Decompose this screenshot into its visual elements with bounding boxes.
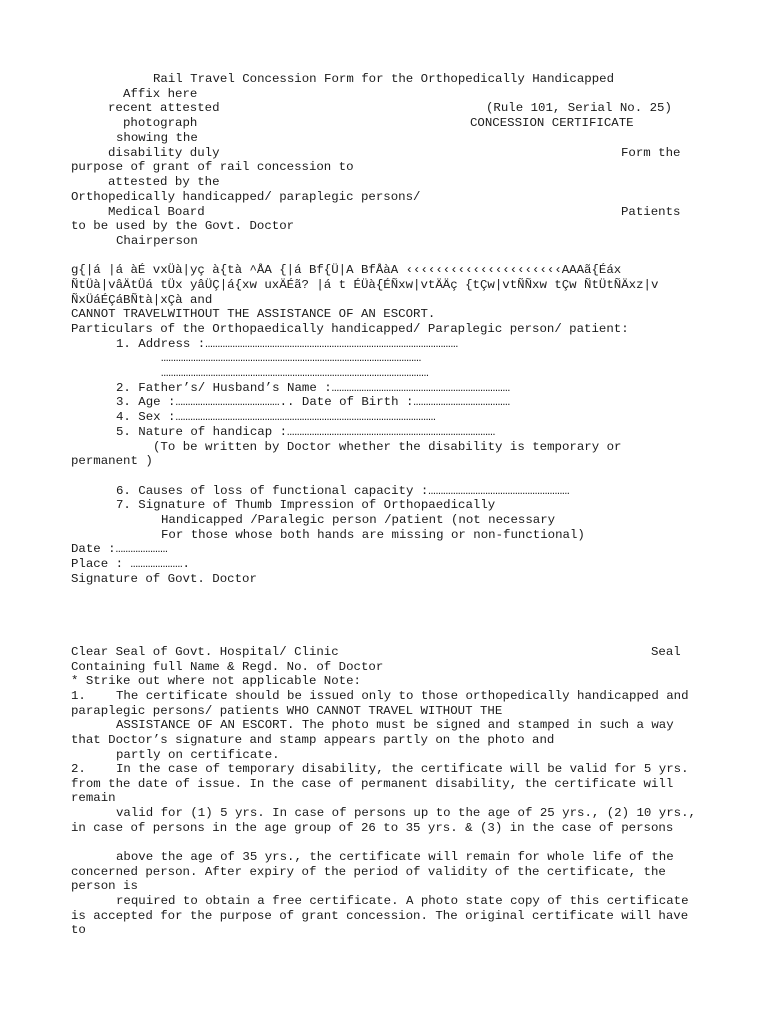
- note-2-cont: required to obtain a free certificate. A photo state copy of this certificate is accepted for the purpose of grant concession. The original certificate will have to: [71, 894, 689, 938]
- field-age-dob: 3. Age :…………………………………….. Date of Birth :…………………………………: [116, 395, 511, 409]
- nature-note: (To be written by Doctor whether the disability is temporary or: [153, 440, 622, 454]
- photo-box-line: Affix here: [123, 87, 198, 101]
- particulars-heading: Particulars of the Orthopaedically handicapped/ Paraplegic person/ patient:: [71, 322, 629, 336]
- intro-patients: Patients: [621, 205, 681, 219]
- field-sex: 4. Sex :……………………………………………………………………………………………: [116, 410, 436, 424]
- cannot-travel-text: CANNOT TRAVELWITHOUT THE ASSISTANCE OF AN ESCORT.: [71, 307, 436, 321]
- signature-doctor: Signature of Govt. Doctor: [71, 572, 257, 586]
- form-title: Rail Travel Concession Form for the Orthopedically Handicapped: [153, 72, 615, 86]
- photo-box-line: showing the: [116, 131, 198, 145]
- date-field: Date :…………………: [71, 542, 168, 556]
- photo-box-line: recent attested: [108, 101, 220, 115]
- note-text: The certificate should be issued only to those orthopedically handicapped and paraplegic persons/ patients WHO CANNOT TRAVEL WITHOUT THE: [71, 689, 689, 718]
- field-address-line: ………………………………………………………………………………………………: [161, 366, 429, 380]
- photo-box-line: attested by the: [108, 175, 220, 189]
- intro-purpose: purpose of grant of rail concession to: [71, 160, 354, 174]
- intro-form-the: Form the: [621, 146, 681, 160]
- note-2-cont: above the age of 35 yrs., the certificate will remain for whole life of the concerned person. After expiry of the period of validity of the certificate, the person is: [71, 850, 674, 894]
- signature-thumb-line: Handicapped /Paralegic person /patient (not necessary: [161, 513, 556, 527]
- note-text: In the case of temporary disability, the certificate will be valid for 5 yrs. from the date of issue. In the case of permanent disability, the certificate will remain: [71, 762, 689, 806]
- garbled-text-line: g{|á |á àÉ vxÜà|yç à{tà ^ÅA {|á Bf{Ü|A BfÅàA ‹‹‹‹‹‹‹‹‹‹‹‹‹‹‹‹‹‹‹‹‹AAAã{Éáx: [71, 263, 622, 277]
- field-nature-handicap: 5. Nature of handicap :…………………………………………………………………………: [116, 425, 496, 439]
- field-father-husband: 2. Father’s/ Husband’s Name :………………………………………………………………: [116, 381, 511, 395]
- photo-box-line: Medical Board: [108, 205, 205, 219]
- note-1: [71, 689, 699, 718]
- field-signature-thumb: 7. Signature of Thumb Impression of Orthopaedically: [116, 498, 496, 512]
- intro-to-be-used: to be used by the Govt. Doctor: [71, 219, 295, 233]
- note-2-cont: valid for (1) 5 yrs. In case of persons up to the age of 25 yrs., (2) 10 yrs., in case of persons in the age group of 26 to 35 yrs. & (3) in the case of persons: [71, 806, 696, 835]
- signature-thumb-line: For those whose both hands are missing or non-functional): [161, 528, 585, 542]
- seal-containing: Containing full Name & Regd. No. of Doctor: [71, 660, 384, 674]
- field-causes: 6. Causes of loss of functional capacity :…………………………………………………: [116, 484, 570, 498]
- clear-seal-text: Clear Seal of Govt. Hospital/ Clinic: [71, 645, 339, 659]
- photo-box-line: Chairperson: [116, 234, 198, 248]
- strike-note: * Strike out where not applicable Note:: [71, 674, 361, 688]
- note-1-cont: ASSISTANCE OF AN ESCORT. The photo must be signed and stamped in such a way that Doctor’s signature and stamp appears partly on the photo and: [71, 718, 674, 747]
- certificate-title: CONCESSION CERTIFICATE: [470, 116, 634, 130]
- nature-note-cont: permanent ): [71, 454, 153, 468]
- intro-persons: Orthopedically handicapped/ paraplegic persons/: [71, 190, 421, 204]
- photo-box-line: disability duly: [108, 146, 220, 160]
- note-1-cont: partly on certificate.: [116, 748, 280, 762]
- garbled-text-line: ÑtÜà|vâÄtÜá tÜx yâÜÇ|á{xw uxÄÉã? |á t ÉÜà{ÉÑxw|vtÄÄç {tÇw|vtÑÑxw tÇw ÑtÜtÑÄxz|v: [71, 278, 659, 292]
- place-field: Place : ………………….: [71, 557, 190, 571]
- note-number: 2.: [71, 762, 86, 776]
- photo-box-line: photograph: [123, 116, 198, 130]
- field-address: 1. Address :…………………………………………………………………………………………: [116, 337, 459, 351]
- garbled-text-line: ÑxÜáÉÇáBÑtà|xÇà and: [71, 293, 213, 307]
- field-address-line: ……………………………………………………………………………………………: [161, 351, 422, 365]
- seal-label: Seal: [651, 645, 681, 659]
- note-2: [71, 762, 699, 806]
- note-number: 1.: [71, 689, 86, 703]
- rule-reference: (Rule 101, Serial No. 25): [486, 101, 672, 115]
